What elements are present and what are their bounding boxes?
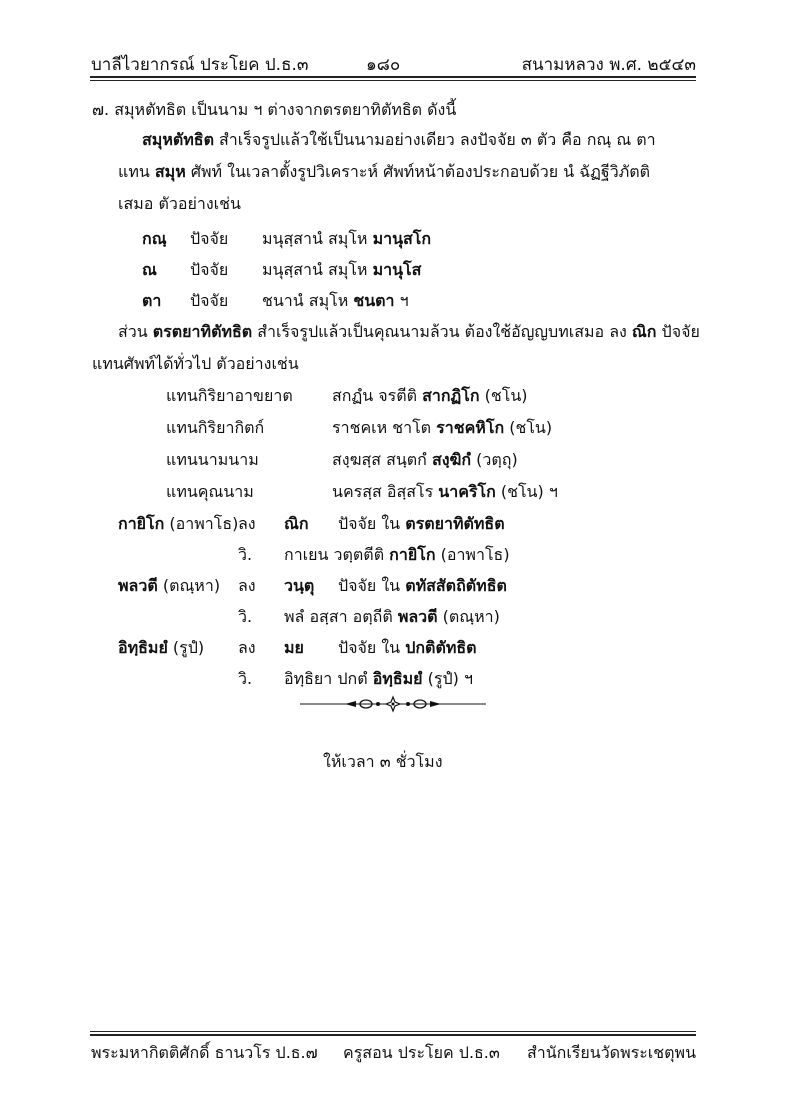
derivation-group: ปัจจัย ใน ตทัสสัตถิตัทธิต <box>338 576 507 595</box>
substitution-label: แทนกิริยากิตก์ <box>166 418 265 437</box>
example-result: มานุสโก <box>372 229 432 248</box>
header-rule <box>90 76 696 78</box>
substitution-phrase: ราชคเห ชาโต ราชคหิโก (ชโน) <box>332 418 553 437</box>
example-result: มานุโส <box>372 260 422 279</box>
header-right: สนามหลวง พ.ศ. ๒๕๔๓ <box>521 55 696 75</box>
derivation-analysis: พลํ อสฺสา อตฺถีติ พลวตี (ตณฺหา) <box>284 607 500 626</box>
example-suffix: ตา <box>142 291 162 310</box>
substitution-phrase: นครสฺส อิสฺสโร นาคริโก (ชโน) ฯ <box>332 482 558 501</box>
example-label: ปัจจัย <box>190 291 229 310</box>
header-left: บาลีไวยากรณ์ ประโยค ป.ธ.๓ <box>91 55 309 75</box>
ornament-divider-icon <box>300 694 486 714</box>
footer-right: สำนักเรียนวัดพระเชตุพน <box>526 1043 696 1062</box>
derivation-analysis: กาเยน วตฺตตีติ กายิโก (อาพาโธ) <box>284 545 510 564</box>
paragraph-4: ส่วน ตรตยาทิตัทธิต สำเร็จรูปแล้วเป็นคุณนามล้วน ต้องใช้อัญญบทเสมอ ลง ณิก ปัจจัย <box>118 322 700 341</box>
substitution-result: นาคริโก <box>438 482 496 501</box>
paragraph-5: แทนศัพท์ได้ทั่วไป ตัวอย่างเช่น <box>92 354 299 373</box>
substitution-result: สงฺฆิกํ <box>431 450 472 469</box>
footer-rule-thin <box>90 1031 696 1032</box>
paragraph-3: เสมอ ตัวอย่างเช่น <box>118 194 241 213</box>
derivation-group: ปัจจัย ใน ตรตยาทิตัทธิต <box>338 514 505 533</box>
derivation-vi: วิ. <box>238 545 253 564</box>
term-samuha-taddhita: สมุหตัทธิต <box>142 130 214 149</box>
derivation-group: ปัจจัย ใน ปกติตัทธิต <box>338 638 477 657</box>
example-suffix: ณ <box>142 260 157 279</box>
term-samuha: สมุห <box>154 162 186 181</box>
question-title: ๗. สมุหตัทธิต เป็นนาม ฯ ต่างจากตรตยาทิตัทธิต ดังนี้ <box>92 100 457 119</box>
derivation-word: พลวตี (ตณฺหา) <box>118 576 221 595</box>
example-label: ปัจจัย <box>190 260 229 279</box>
footer-center: ครูสอน ประโยค ป.ธ.๓ <box>343 1043 500 1062</box>
footer-rule <box>90 1034 696 1036</box>
derivation-suffix: วนฺตุ <box>284 576 315 595</box>
derivation-lng: ลง <box>238 638 256 657</box>
derivation-word: กายิโก (อาพาโธ) <box>118 514 239 533</box>
time-note: ให้เวลา ๓ ชั่วโมง <box>323 752 443 771</box>
example-phrase: ชนานํ สมุโห ชนตา ฯ <box>262 291 409 310</box>
substitution-phrase: สงฺฆสฺส สนฺตกํ สงฺฆิกํ (วตฺถุ) <box>332 450 518 469</box>
example-phrase: มนุสฺสานํ สมุโห มานุสโก <box>262 229 432 248</box>
substitution-result: ราชคหิโก <box>436 418 505 437</box>
term-nika: ณิก <box>631 322 657 341</box>
derivation-vi: วิ. <box>238 607 253 626</box>
derivation-analysis: อิทฺธิยา ปกตํ อิทฺธิมยํ (รูปํ) ฯ <box>284 669 473 688</box>
paragraph-1: สมุหตัทธิต สำเร็จรูปแล้วใช้เป็นนามอย่างเดียว ลงปัจจัย ๓ ตัว คือ กณฺ ณ ตา <box>142 130 656 149</box>
header-rule-thin <box>90 80 696 81</box>
example-result: ชนตา <box>353 291 395 310</box>
paragraph-2: แทน สมุห ศัพท์ ในเวลาตั้งรูปวิเคราะห์ ศัพท์หน้าต้องประกอบด้วย นํ ฉัฏฐีวิภัตติ <box>118 162 651 181</box>
derivation-lng: ลง <box>238 514 256 533</box>
example-suffix: กณฺ <box>142 229 167 248</box>
example-label: ปัจจัย <box>190 229 229 248</box>
substitution-label: แทนคุณนาม <box>166 482 254 501</box>
derivation-word: อิทฺธิมยํ (รูปํ) <box>118 638 205 657</box>
substitution-label: แทนนามนาม <box>166 450 259 469</box>
substitution-label: แทนกิริยาอาขยาต <box>166 386 293 405</box>
derivation-lng: ลง <box>238 576 256 595</box>
page-number: ๑๘๐ <box>366 55 401 75</box>
substitution-phrase: สกฏํน จรตีติ สากฏิโก (ชโน) <box>332 386 528 405</box>
derivation-suffix: มย <box>284 638 304 657</box>
term-taratayadi: ตรตยาทิตัทธิต <box>152 322 253 341</box>
derivation-suffix: ณิก <box>284 514 309 533</box>
derivation-vi: วิ. <box>238 669 253 688</box>
footer-left: พระมหากิตติศักดิ์ ธานวโร ป.ธ.๗ <box>91 1043 318 1062</box>
example-phrase: มนุสฺสานํ สมุโห มานุโส <box>262 260 422 279</box>
substitution-result: สากฏิโก <box>422 386 480 405</box>
